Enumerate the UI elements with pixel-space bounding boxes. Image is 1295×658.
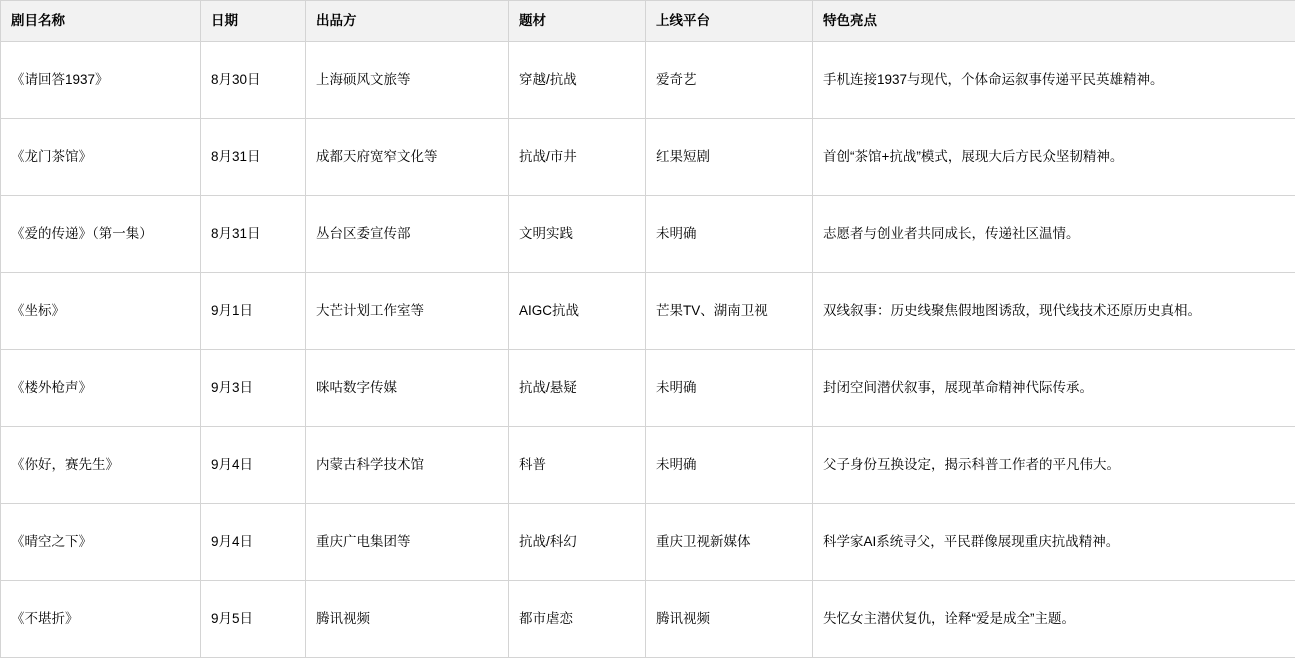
- cell-date: 9月5日: [201, 581, 306, 658]
- cell-producer: 内蒙古科学技术馆: [306, 427, 509, 504]
- cell-name: 《请回答1937》: [1, 42, 201, 119]
- cell-genre: 文明实践: [509, 196, 646, 273]
- cell-date: 8月31日: [201, 196, 306, 273]
- cell-genre: 科普: [509, 427, 646, 504]
- table-row: [1, 196, 1295, 273]
- cell-platform: 未明确: [646, 427, 813, 504]
- cell-producer: 丛台区委宣传部: [306, 196, 509, 273]
- cell-platform: 芒果TV、湖南卫视: [646, 273, 813, 350]
- cell-name: 《龙门茶馆》: [1, 119, 201, 196]
- cell-date: 9月1日: [201, 273, 306, 350]
- cell-name: 《坐标》: [1, 273, 201, 350]
- cell-highlight: 失忆女主潜伏复仇，诠释“爱是成全”主题。: [813, 581, 1295, 658]
- cell-genre: 抗战/市井: [509, 119, 646, 196]
- cell-genre: 抗战/科幻: [509, 504, 646, 581]
- cell-name: 《不堪折》: [1, 581, 201, 658]
- cell-date: 9月4日: [201, 504, 306, 581]
- cell-genre: 穿越/抗战: [509, 42, 646, 119]
- column-header-genre: 题材: [509, 1, 646, 42]
- cell-highlight: 志愿者与创业者共同成长，传递社区温情。: [813, 196, 1295, 273]
- cell-highlight: 首创“茶馆+抗战”模式，展现大后方民众坚韧精神。: [813, 119, 1295, 196]
- table-header-row: [1, 1, 1295, 42]
- cell-name: 《晴空之下》: [1, 504, 201, 581]
- table-row: [1, 273, 1295, 350]
- cell-name: 《你好，赛先生》: [1, 427, 201, 504]
- cell-highlight: 手机连接1937与现代，个体命运叙事传递平民英雄精神。: [813, 42, 1295, 119]
- cell-platform: 未明确: [646, 350, 813, 427]
- cell-producer: 腾讯视频: [306, 581, 509, 658]
- cell-highlight: 父子身份互换设定，揭示科普工作者的平凡伟大。: [813, 427, 1295, 504]
- cell-genre: 抗战/悬疑: [509, 350, 646, 427]
- cell-date: 9月4日: [201, 427, 306, 504]
- column-header-name: 剧目名称: [1, 1, 201, 42]
- cell-name: 《楼外枪声》: [1, 350, 201, 427]
- cell-highlight: 科学家AI系统寻父，平民群像展现重庆抗战精神。: [813, 504, 1295, 581]
- table-row: [1, 350, 1295, 427]
- cell-producer: 咪咕数字传媒: [306, 350, 509, 427]
- cell-producer: 重庆广电集团等: [306, 504, 509, 581]
- cell-date: 9月3日: [201, 350, 306, 427]
- table-row: [1, 42, 1295, 119]
- table-row: [1, 504, 1295, 581]
- cell-genre: 都市虐恋: [509, 581, 646, 658]
- cell-date: 8月30日: [201, 42, 306, 119]
- cell-platform: 腾讯视频: [646, 581, 813, 658]
- cell-producer: 上海硕风文旅等: [306, 42, 509, 119]
- table-row: [1, 581, 1295, 658]
- cell-genre: AIGC抗战: [509, 273, 646, 350]
- column-header-date: 日期: [201, 1, 306, 42]
- cell-platform: 重庆卫视新媒体: [646, 504, 813, 581]
- cell-producer: 大芒计划工作室等: [306, 273, 509, 350]
- column-header-highlight: 特色亮点: [813, 1, 1295, 42]
- table-header: [1, 1, 1295, 42]
- cell-producer: 成都天府宽窄文化等: [306, 119, 509, 196]
- table-row: [1, 119, 1295, 196]
- cell-date: 8月31日: [201, 119, 306, 196]
- cell-platform: 爱奇艺: [646, 42, 813, 119]
- cell-highlight: 封闭空间潜伏叙事，展现革命精神代际传承。: [813, 350, 1295, 427]
- cell-name: 《爱的传递》（第一集）: [1, 196, 201, 273]
- cell-platform: 红果短剧: [646, 119, 813, 196]
- cell-highlight: 双线叙事：历史线聚焦假地图诱敌，现代线技术还原历史真相。: [813, 273, 1295, 350]
- column-header-platform: 上线平台: [646, 1, 813, 42]
- table-body: [1, 42, 1295, 658]
- cell-platform: 未明确: [646, 196, 813, 273]
- table-row: [1, 427, 1295, 504]
- column-header-producer: 出品方: [306, 1, 509, 42]
